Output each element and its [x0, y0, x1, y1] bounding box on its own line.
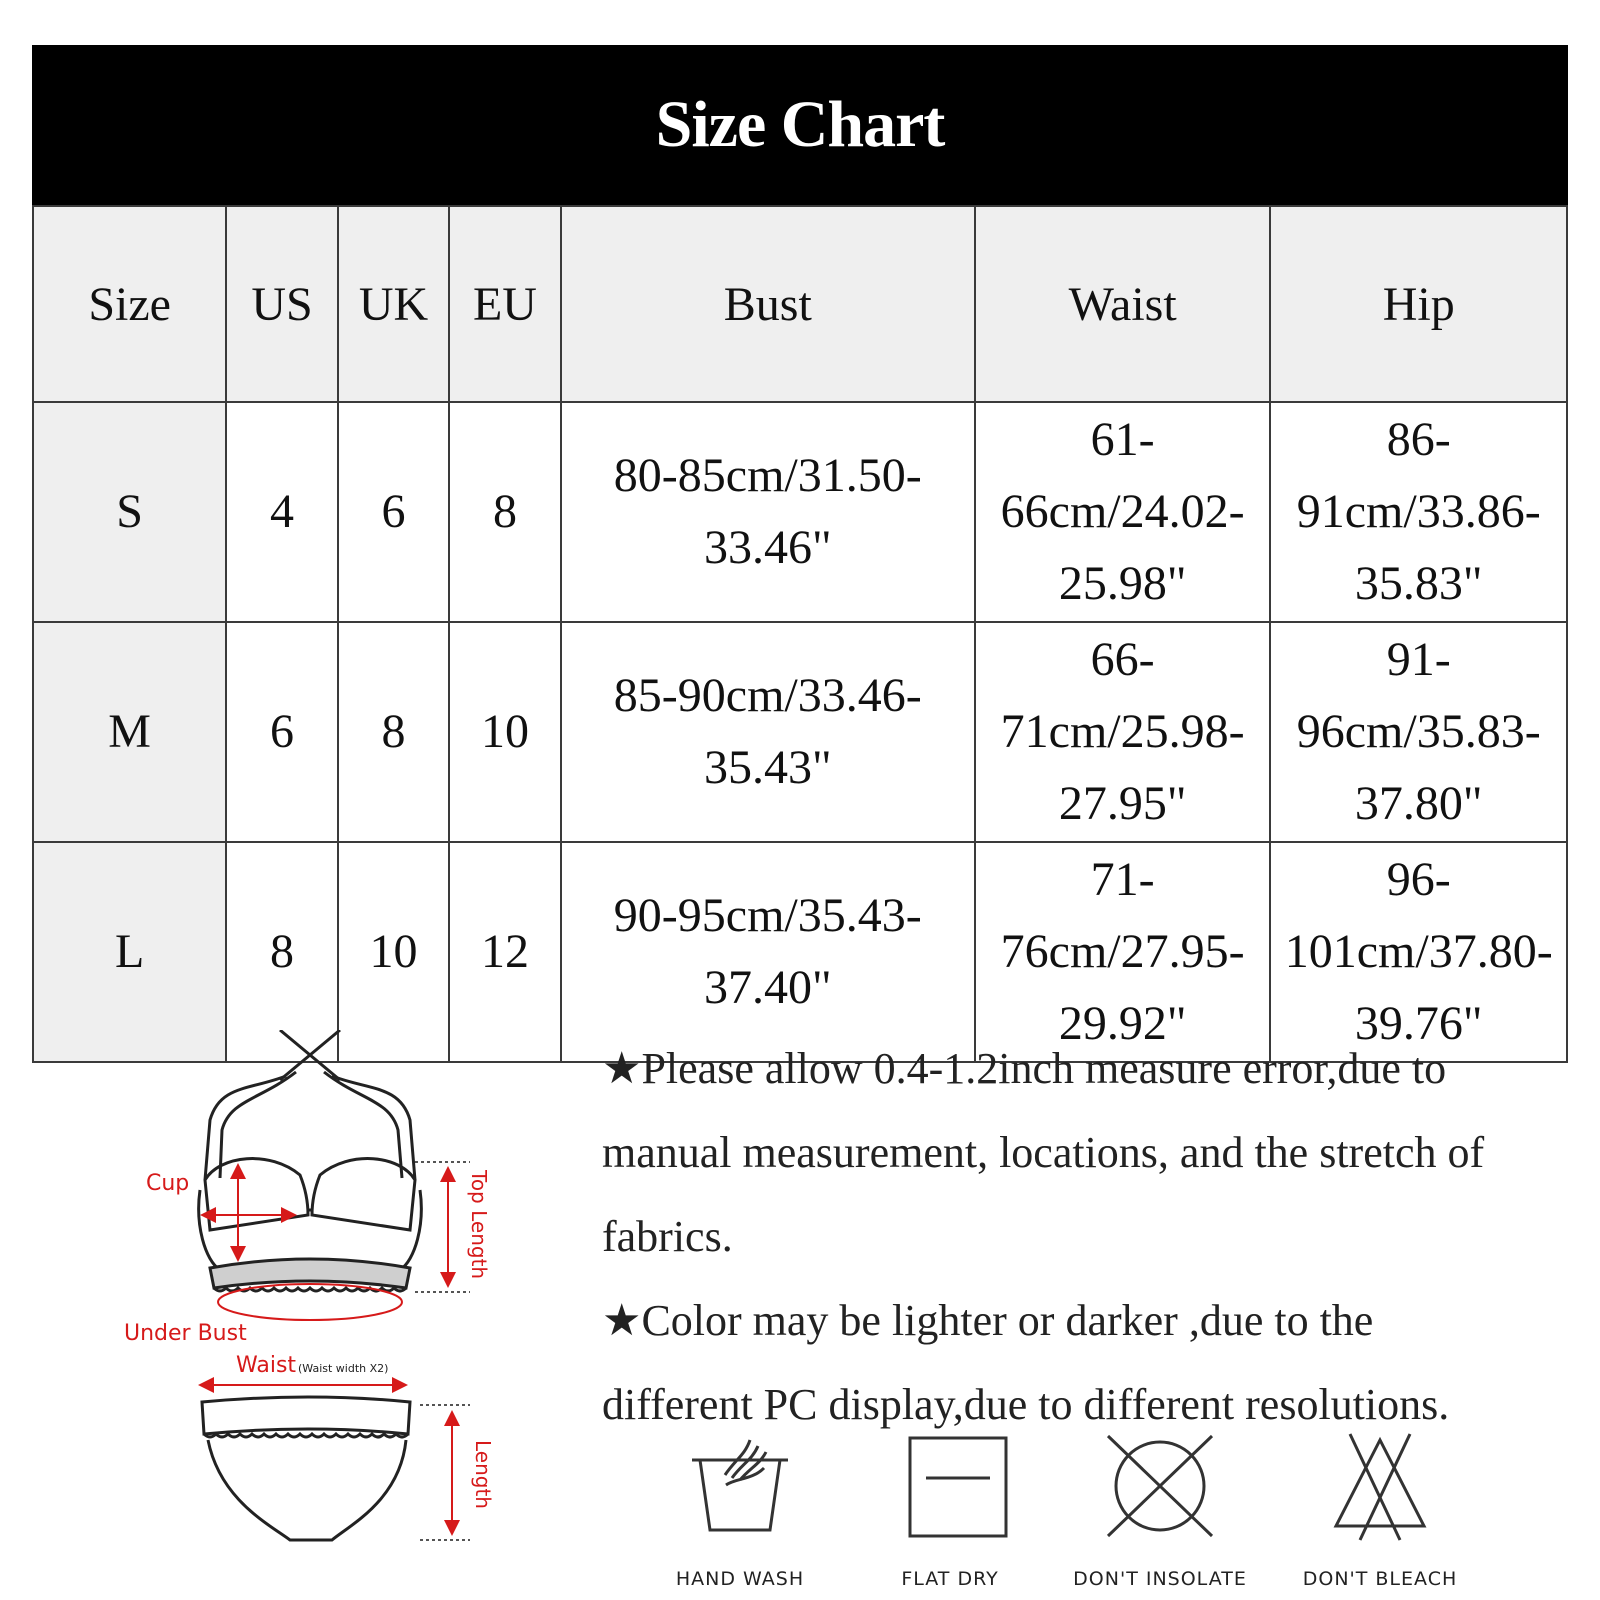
cell-us: 8 — [226, 842, 337, 1062]
cell-waist — [975, 622, 1271, 842]
cell-size: L — [33, 842, 226, 1062]
cell-uk: 8 — [338, 622, 449, 842]
care-dont-insolate — [1060, 1430, 1260, 1595]
cell-waist-line2: 27.95" — [1058, 777, 1187, 830]
care-label: FLAT DRY — [901, 1568, 999, 1590]
cell-waist-line2: 29.92" — [1058, 997, 1187, 1050]
dont-bleach-icon — [1320, 1430, 1440, 1550]
cell-eu: 10 — [449, 622, 560, 842]
cell-hip-line2: 37.80" — [1354, 777, 1483, 830]
size-table — [32, 205, 1568, 1063]
cell-waist-line1: 61-66cm/24.02- — [1000, 413, 1245, 538]
label-waist: Waist — [236, 1353, 297, 1378]
header-size: Size — [33, 206, 226, 402]
cell-bust: 85-90cm/33.46-35.43" — [561, 622, 975, 842]
cell-bust: 90-95cm/35.43-37.40" — [561, 842, 975, 1062]
care-label: HAND WASH — [675, 1568, 805, 1590]
bikini-bottom-icon — [202, 1397, 410, 1540]
note-line: manual measurement, locations, and the stretch of — [602, 1128, 1485, 1177]
care-label: DON'T BLEACH — [1302, 1568, 1458, 1590]
label-length: Length — [471, 1440, 495, 1509]
cell-waist-line2: 25.98" — [1058, 557, 1187, 610]
table-row — [33, 622, 1567, 842]
label-waist-note: (Waist width X2) — [298, 1362, 389, 1375]
note-line: different PC display,due to different resolutions. — [602, 1380, 1450, 1429]
cell-hip-line1: 91-96cm/35.83- — [1296, 633, 1541, 758]
cell-uk: 6 — [338, 402, 449, 622]
cell-waist-line1: 66-71cm/25.98- — [1000, 633, 1245, 758]
title-bar — [32, 45, 1568, 205]
cell-eu: 12 — [449, 842, 560, 1062]
header-waist: Waist — [975, 206, 1271, 402]
cell-waist-line1: 71-76cm/27.95- — [1000, 853, 1245, 978]
cell-hip-line2: 35.83" — [1354, 557, 1483, 610]
header-uk: UK — [338, 206, 449, 402]
flat-dry-icon — [890, 1430, 1010, 1550]
header-bust: Bust — [561, 206, 975, 402]
measurement-diagram — [110, 1030, 530, 1590]
header-us: US — [226, 206, 337, 402]
care-label: DON'T INSOLATE — [1073, 1568, 1247, 1590]
note-line: ★Color may be lighter or darker ,due to the — [602, 1296, 1374, 1345]
care-flat-dry — [850, 1430, 1050, 1595]
table-row — [33, 402, 1567, 622]
label-cup: Cup — [146, 1171, 190, 1196]
cell-us: 4 — [226, 402, 337, 622]
bikini-top-icon — [199, 1030, 422, 1291]
label-top-length: Top Length — [467, 1170, 491, 1280]
cell-eu: 8 — [449, 402, 560, 622]
note-line: ★Please allow 0.4-1.2inch measure error,due to — [602, 1044, 1447, 1093]
label-under-bust: Under Bust — [124, 1321, 247, 1346]
size-chart — [32, 45, 1568, 1063]
cell-size: S — [33, 402, 226, 622]
cell-hip — [1270, 402, 1567, 622]
header-eu: EU — [449, 206, 560, 402]
note-line: fabrics. — [602, 1212, 733, 1261]
cell-size: M — [33, 622, 226, 842]
table-header-row — [33, 206, 1567, 402]
cell-hip-line1: 96-101cm/37.80- — [1284, 853, 1553, 978]
care-dont-bleach — [1280, 1430, 1480, 1595]
care-instructions — [640, 1430, 1520, 1595]
hand-wash-icon — [680, 1430, 800, 1550]
cell-hip-line2: 39.76" — [1354, 997, 1483, 1050]
notes — [602, 1027, 1582, 1447]
cell-uk: 10 — [338, 842, 449, 1062]
cell-bust: 80-85cm/31.50-33.46" — [561, 402, 975, 622]
cell-hip-line1: 86-91cm/33.86- — [1296, 413, 1541, 538]
header-hip: Hip — [1270, 206, 1567, 402]
dont-insolate-icon — [1100, 1430, 1220, 1550]
cell-hip — [1270, 622, 1567, 842]
cell-waist — [975, 402, 1271, 622]
cell-us: 6 — [226, 622, 337, 842]
page-title: Size Chart — [655, 88, 945, 161]
care-hand-wash — [640, 1430, 840, 1595]
